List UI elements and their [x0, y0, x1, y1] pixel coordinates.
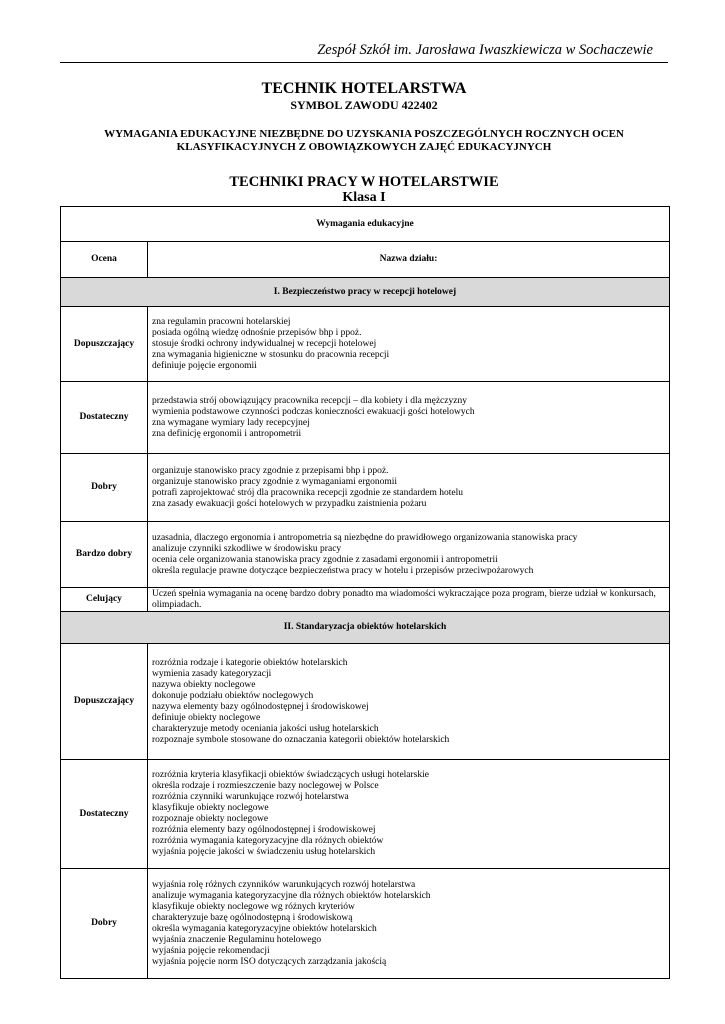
requirement-item: klasyfikuje obiekty noclegowe wg różnych kryteriów: [152, 901, 355, 912]
column-header-grade: Ocena: [61, 242, 148, 278]
requirement-item: zna wymagane wymiary lady recepcyjnej: [152, 417, 310, 428]
requirements-cell: [148, 307, 670, 382]
requirement-item: rozróżnia rodzaje i kategorie obiektów hotelarskich: [152, 657, 348, 668]
section-title: I. Bezpieczeństwo pracy w recepcji hotelowej: [61, 278, 670, 307]
requirement-item: definiuje obiekty noclegowe: [152, 712, 261, 723]
requirement-item: rozróżnia elementy bazy ogólnodostępnej i środowiskowej: [152, 825, 376, 835]
requirement-item: rozpoznaje symbole stosowane do oznaczania kategorii obiektów hotelarskich: [152, 734, 450, 745]
requirement-item: organizuje stanowisko pracy zgodnie z przepisami bhp i ppoż.: [152, 465, 389, 476]
requirements-cell: [148, 522, 670, 588]
requirement-item: określa rodzaje i rozmieszczenie bazy noclegowej w Polsce: [152, 781, 379, 791]
requirement-item: rozróżnia kryteria klasyfikacji obiektów świadczących usługi hotelarskie: [152, 770, 429, 780]
requirement-item: potrafi zaprojektować strój dla pracownika recepcji zgodnie ze standardem hotelu: [152, 487, 463, 498]
requirement-item: analizuje czynniki szkodliwe w środowisku pracy: [152, 543, 342, 554]
requirement-item: nazywa obiekty noclegowe: [152, 679, 256, 690]
requirement-item: dokonuje podziału obiektów noclegowych: [152, 690, 314, 701]
requirement-item: rozróżnia czynniki warunkujące rozwój hotelarstwa: [152, 792, 349, 802]
requirement-item: zna wymagania higieniczne w stosunku do pracownia recepcji: [152, 349, 390, 360]
requirement-item: charakteryzuje metody oceniania jakości usług hotelarskich: [152, 723, 379, 734]
requirement-item: organizuje stanowisko pracy zgodnie z wymaganiami ergonomii: [152, 476, 398, 487]
requirements-line-2: KLASYFIKACYJNYCH Z OBOWIĄZKOWYCH ZAJĘĆ EDUKACYJNYCH: [176, 141, 552, 153]
document-titles: [60, 80, 668, 205]
requirement-item: wyjaśnia znaczenie Regulaminu hotelowego: [152, 934, 322, 945]
grade-label: Dostateczny: [61, 382, 148, 454]
requirements-cell: [148, 869, 670, 979]
requirement-item: nazywa elementy bazy ogólnodostępnej i środowiskowej: [152, 701, 369, 712]
subject-title: TECHNIKI PRACY W HOTELARSTWIE: [229, 174, 499, 190]
grade-label: Dopuszczający: [61, 307, 148, 382]
requirement-item: zna zasady ewakuacji gości hotelowych w przypadku zaistnienia pożaru: [152, 498, 427, 509]
requirement-item: określa wymagania kategoryzacyjne obiektów hotelarskich: [152, 923, 377, 934]
section-title: II. Standaryzacja obiektów hotelarskich: [61, 612, 670, 644]
requirements-cell: [148, 644, 670, 760]
requirements-table: [60, 206, 670, 979]
header-rule: [60, 62, 668, 63]
requirement-item: wymienia podstawowe czynności podczas konieczności ewakuacji gości hotelowych: [152, 406, 475, 417]
grade-label: Bardzo dobry: [61, 522, 148, 588]
requirement-item: zna regulamin pracowni hotelarskiej: [152, 316, 291, 327]
requirement-item: wymienia zasady kategoryzacji: [152, 668, 272, 679]
requirements-cell: [148, 760, 670, 869]
grade-label: Dobry: [61, 869, 148, 979]
requirement-item: definiuje pojęcie ergonomii: [152, 360, 257, 371]
grade-label: Dopuszczający: [61, 644, 148, 760]
profession-title: TECHNIK HOTELARSTWA: [261, 80, 467, 97]
grade-label: Celujący: [61, 588, 148, 612]
table-caption: Wymagania edukacyjne: [61, 207, 670, 242]
grade-label: Dostateczny: [61, 760, 148, 869]
profession-symbol: SYMBOL ZAWODU 422402: [290, 98, 438, 112]
requirement-item: zna definicję ergonomii i antropometrii: [152, 428, 302, 439]
requirements-line-1: WYMAGANIA EDUKACYJNE NIEZBĘDNE DO UZYSKANIA POSZCZEGÓLNYCH ROCZNYCH OCEN: [104, 128, 624, 140]
requirement-item: rozpoznaje obiekty noclegowe: [152, 814, 269, 824]
requirement-item: wyjaśnia rolę różnych czynników warunkujących rozwój hotelarstwa: [152, 879, 416, 890]
requirement-item: wyjaśnia pojęcie jakości w świadczeniu usług hotelarskich: [152, 847, 376, 857]
column-header-section: Nazwa działu:: [148, 242, 670, 278]
grade-label: Dobry: [61, 454, 148, 522]
requirements-cell: [148, 382, 670, 454]
school-name: Zespół Szkół im. Jarosława Iwaszkiewicza w Sochaczewie: [317, 42, 653, 58]
requirement-item: uzasadnia, dlaczego ergonomia i antropometria są niezbędne do prawidłowego organizowania stanowiska pracy: [152, 532, 578, 543]
requirements-heading: [60, 128, 668, 154]
requirement-item: posiada ogólną wiedzę odnośnie przepisów bhp i ppoż.: [152, 327, 362, 338]
requirement-item: charakteryzuje bazę ogólnodostępną i środowiskową: [152, 912, 353, 923]
requirement-item: stosuje środki ochrony indywidualnej w recepcji hotelowej: [152, 338, 377, 349]
class-title: Klasa I: [342, 190, 386, 205]
requirement-item: analizuje wymagania kategoryzacyjne dla różnych obiektów hotelarskich: [152, 890, 431, 901]
requirement-item: klasyfikuje obiekty noclegowe: [152, 803, 269, 813]
requirement-item: wyjaśnia pojęcie norm ISO dotyczących zarządzania jakością: [152, 956, 387, 967]
requirement-item: określa regulacje prawne dotyczące bezpieczeństwa pracy w hotelu i przepisów przeciwpożarowych: [152, 565, 534, 576]
requirement-item: wyjaśnia pojęcie rekomendacji: [152, 945, 270, 956]
requirement-item: rozróżnia wymagania kategoryzacyjne dla różnych obiektów: [152, 836, 384, 846]
requirement-item: przedstawia strój obowiązujący pracownika recepcji – dla kobiety i dla mężczyzny: [152, 395, 467, 406]
requirement-item: ocenia cele organizowania stanowiska pracy zgodnie z zasadami ergonomii i antropometrii: [152, 554, 498, 565]
requirements-cell: [148, 588, 670, 612]
requirements-cell: [148, 454, 670, 522]
requirement-item: Uczeń spełnia wymagania na ocenę bardzo dobry ponadto ma wiadomości wykraczające poza program, bierze udział w konkursach, olimpiadach.: [152, 588, 656, 610]
